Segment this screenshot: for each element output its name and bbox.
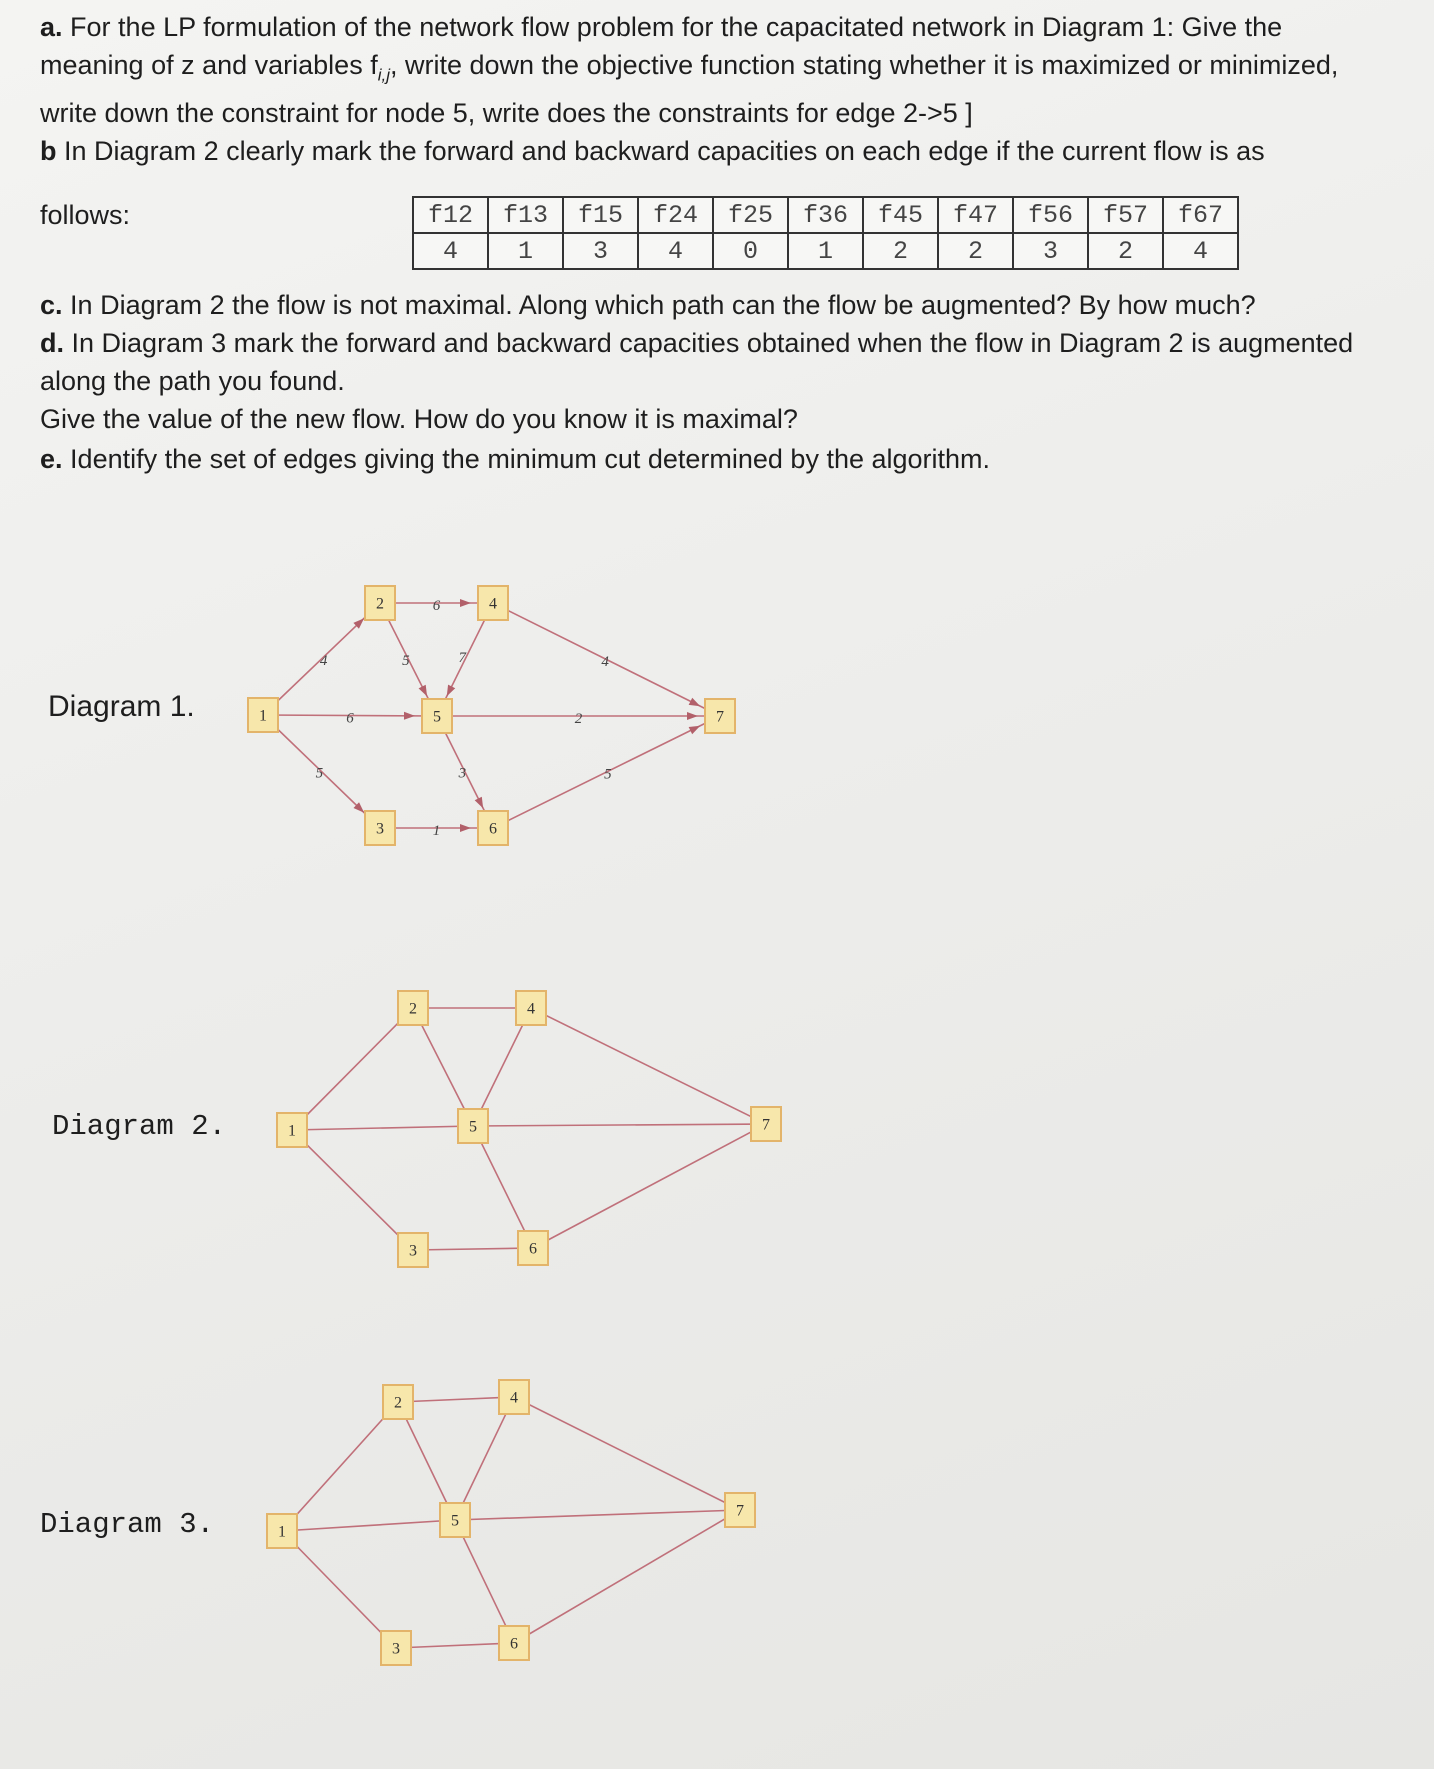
- flow-header-cell: f25: [713, 197, 788, 233]
- flow-header-cell: f12: [413, 197, 488, 233]
- flow-value-cell: 4: [413, 233, 488, 269]
- d3-edge-45: [455, 1397, 514, 1520]
- d3-node-label-7: 7: [736, 1502, 744, 1520]
- d1-capacity-12: 4: [319, 653, 328, 670]
- flow-value-cell: 1: [788, 233, 863, 269]
- flow-value-cell: 4: [1163, 233, 1238, 269]
- d1-network: [248, 586, 735, 845]
- d3-edge-24: [398, 1397, 514, 1402]
- diagram-3-label: Diagram 3.: [40, 1508, 215, 1541]
- d1-capacity-67: 5: [604, 766, 612, 783]
- d2-node-label-6: 6: [529, 1240, 537, 1258]
- d1-capacity-15: 6: [346, 710, 354, 727]
- flow-value-cell: 0: [713, 233, 788, 269]
- d2-edge-47: [531, 1008, 766, 1124]
- d1-arrow-47: [689, 698, 701, 706]
- d1-node-label-2: 2: [376, 595, 384, 613]
- part-b-label: b: [40, 136, 57, 166]
- d1-capacity-36: 1: [432, 823, 441, 839]
- part-d-text: In Diagram 3 mark the forward and backward capacities obtained when the flow in Diagram 2 is augmented along the path you found.: [40, 328, 1354, 396]
- d2-edge-67: [533, 1124, 766, 1248]
- d1-capacity-56: 3: [458, 765, 467, 782]
- d2-node-label-3: 3: [409, 1242, 417, 1260]
- part-a-text: For the LP formulation of the network flow problem for the capacitated network in Diagram 1: Give the meaning of z and variables f: [40, 12, 1283, 80]
- d3-edge-15: [282, 1520, 455, 1531]
- d3-node-label-1: 1: [278, 1523, 286, 1541]
- d2-node-label-4: 4: [527, 1000, 535, 1018]
- d3-node-label-2: 2: [394, 1394, 402, 1412]
- d1-arrow-45: [447, 685, 455, 697]
- d1-capacity-47: 4: [601, 654, 609, 671]
- d3-edge-13: [282, 1531, 396, 1648]
- d3-edge-36: [396, 1643, 514, 1648]
- d2-node-label-7: 7: [762, 1116, 770, 1134]
- d2-edge-36: [413, 1248, 533, 1250]
- d3-edge-12: [282, 1402, 398, 1531]
- part-e-text: Identify the set of edges giving the minimum cut determined by the algorithm.: [70, 444, 991, 474]
- flow-value-cell: 2: [938, 233, 1013, 269]
- d1-arrow-25: [419, 685, 428, 697]
- part-c-label: c.: [40, 290, 63, 320]
- d1-capacity-57: 2: [574, 711, 583, 727]
- d3-node-label-4: 4: [510, 1389, 518, 1407]
- d1-node-label-6: 6: [489, 820, 497, 838]
- d1-node-label-4: 4: [489, 595, 497, 613]
- flow-value-cell: 4: [638, 233, 713, 269]
- d1-node-label-7: 7: [716, 708, 724, 726]
- d2-edge-57: [473, 1124, 766, 1126]
- d3-edge-47: [514, 1397, 740, 1510]
- flow-value-cell: 3: [563, 233, 638, 269]
- part-c-text: In Diagram 2 the flow is not maximal. Along which path can the flow be augmented? By how much?: [70, 290, 1256, 320]
- d1-arrow-56: [475, 797, 483, 809]
- flow-header-cell: f36: [788, 197, 863, 233]
- d1-arrow-15: [404, 712, 415, 720]
- d3-edge-56: [455, 1520, 514, 1643]
- d2-network: [277, 991, 781, 1267]
- d3-node-label-6: 6: [510, 1635, 518, 1653]
- d2-node-label-2: 2: [409, 1000, 417, 1018]
- flow-header-cell: f24: [638, 197, 713, 233]
- d2-edge-15: [292, 1126, 473, 1130]
- part-a-text-cont: , write down the objective function stating whether it is maximized or minimized, write down the constraint for node 5, write does the constraints for edge 2->5 ]: [40, 50, 1339, 129]
- flow-value-cell: 2: [863, 233, 938, 269]
- d3-node-label-5: 5: [451, 1512, 459, 1530]
- flow-header-cell: f47: [938, 197, 1013, 233]
- d1-capacity-45: 7: [458, 650, 467, 667]
- d1-capacity-25: 5: [402, 652, 410, 669]
- diagram-2-label: Diagram 2.: [52, 1110, 227, 1143]
- d1-arrow-24: [460, 599, 471, 607]
- part-e-label: e.: [40, 444, 63, 474]
- flow-header-cell: f57: [1088, 197, 1163, 233]
- d2-edge-12: [292, 1008, 413, 1130]
- d1-capacity-13: 5: [315, 765, 324, 782]
- part-a-subscript: i,j: [377, 65, 390, 85]
- d3-edge-67: [514, 1510, 740, 1643]
- d3-edge-57: [455, 1510, 740, 1520]
- diagram-1-label: Diagram 1.: [48, 690, 195, 723]
- d1-arrow-57: [687, 712, 698, 720]
- d1-capacity-24: 6: [432, 598, 441, 614]
- part-a-label: a.: [40, 12, 63, 42]
- d1-node-label-1: 1: [259, 707, 267, 725]
- d1-arrow-67: [689, 726, 701, 734]
- flow-header-cell: f45: [863, 197, 938, 233]
- d3-network: [267, 1380, 755, 1665]
- d1-node-label-3: 3: [376, 820, 384, 838]
- flow-header-cell: f15: [563, 197, 638, 233]
- d3-node-label-3: 3: [392, 1640, 400, 1658]
- flow-value-cell: 2: [1088, 233, 1163, 269]
- d1-node-label-5: 5: [433, 708, 441, 726]
- d2-edge-13: [292, 1130, 413, 1250]
- part-b-text: In Diagram 2 clearly mark the forward and backward capacities on each edge if the current flow is as: [64, 136, 1265, 166]
- d2-edge-56: [473, 1126, 533, 1248]
- d1-arrow-36: [460, 824, 471, 832]
- flow-value-cell: 1: [488, 233, 563, 269]
- d2-node-label-1: 1: [288, 1122, 296, 1140]
- follows-text: follows:: [40, 200, 131, 230]
- flow-header-cell: f13: [488, 197, 563, 233]
- d2-node-label-5: 5: [469, 1118, 477, 1136]
- flow-header-cell: f67: [1163, 197, 1238, 233]
- flow-value-cell: 3: [1013, 233, 1088, 269]
- new-flow-text: Give the value of the new flow. How do you know it is maximal?: [40, 404, 798, 434]
- part-d-label: d.: [40, 328, 64, 358]
- flow-header-cell: f56: [1013, 197, 1088, 233]
